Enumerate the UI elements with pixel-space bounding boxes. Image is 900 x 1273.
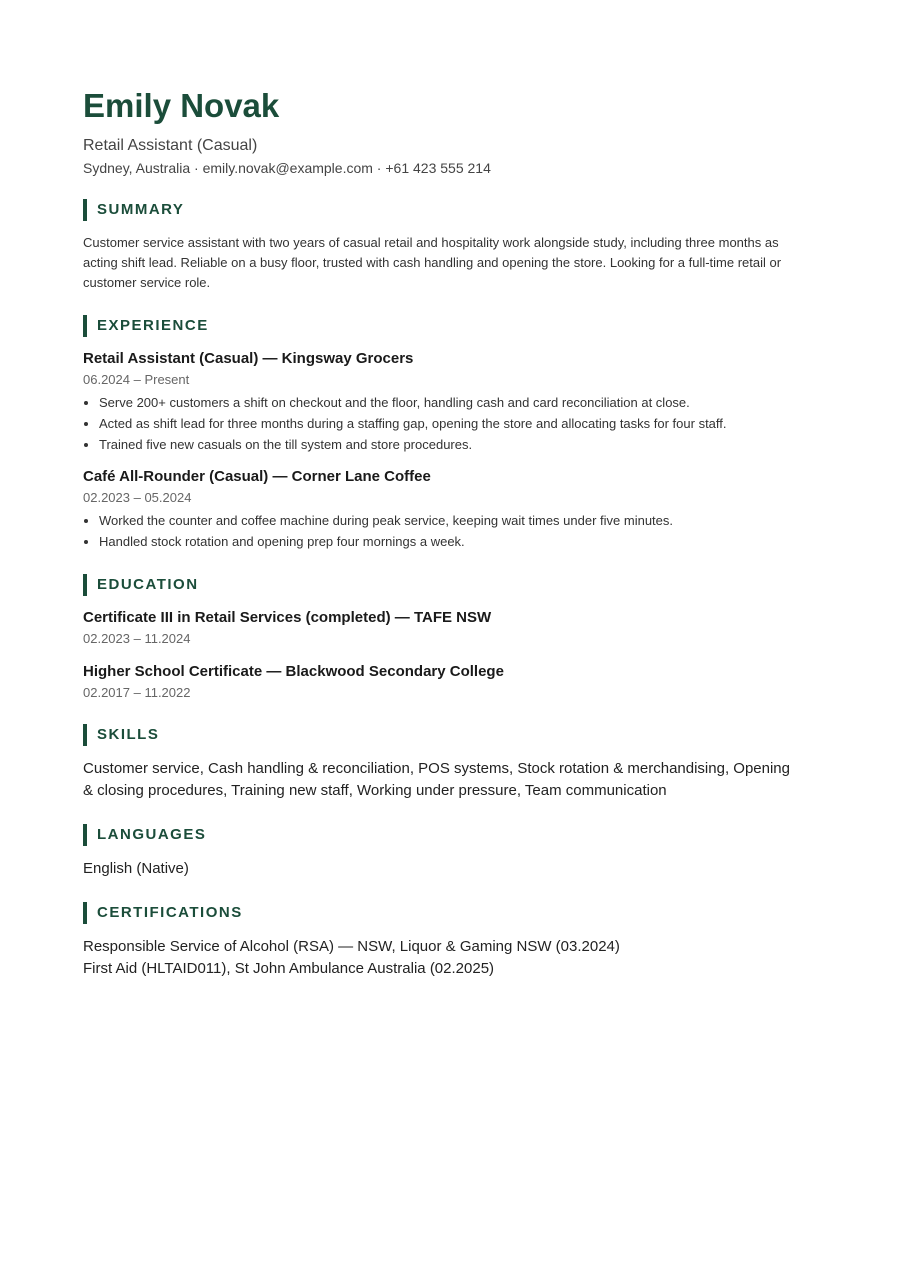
skills-title: SKILLS: [97, 726, 160, 743]
summary-text: Customer service assistant with two years of casual retail and hospitality work alongside study, including three months as acting shift lead. Reliable on a busy floor, trusted with cash handling and opening the store. Looking for a full-time retail or customer service role.: [83, 235, 782, 290]
job-title: Café All-Rounder (Casual) — Corner Lane Coffee: [83, 468, 431, 485]
skills-section: [83, 724, 800, 802]
certification-item: First Aid (HLTAID011), St John Ambulance Australia (02.2025): [83, 960, 495, 977]
section-heading: [83, 824, 800, 846]
education-entry: [83, 608, 800, 648]
education-title-line: Certificate III in Retail Services (completed) — TAFE NSW: [83, 609, 492, 626]
section-heading: [83, 574, 800, 596]
education-dates: 02.2023 – 11.2024: [83, 631, 191, 646]
skills-text: Customer service, Cash handling & reconciliation, POS systems, Stock rotation & merchandising, Opening & closing procedures, Training new staff, Working under pressure, Team communication: [83, 760, 790, 799]
job-bullets: [83, 510, 800, 552]
job-dates: 02.2023 – 05.2024: [83, 490, 192, 505]
languages-text: English (Native): [83, 860, 189, 877]
education-dates: 02.2017 – 11.2022: [83, 685, 191, 700]
job-bullet: • Serve 200+ customers a shift on checkout and the floor, handling cash and card reconciliation at close.: [99, 392, 800, 413]
summary-section: [83, 199, 800, 293]
candidate-role: Retail Assistant (Casual): [83, 137, 258, 154]
certifications-list: [83, 936, 800, 980]
job-entry: [83, 349, 800, 455]
education-title-line: Higher School Certificate — Blackwood Secondary College: [83, 663, 504, 680]
education-section: [83, 574, 800, 702]
certifications-title: CERTIFICATIONS: [97, 904, 243, 921]
experience-section: [83, 315, 800, 552]
education-entry: [83, 662, 800, 702]
job-bullet: • Acted as shift lead for three months during a staffing gap, opening the store and allocating tasks for four staff.: [99, 413, 800, 434]
summary-title: SUMMARY: [97, 201, 185, 218]
languages-title: LANGUAGES: [97, 826, 207, 843]
section-heading: [83, 199, 800, 221]
section-heading: [83, 315, 800, 337]
job-bullet: • Worked the counter and coffee machine during peak service, keeping wait times under five minutes.: [99, 510, 800, 531]
job-entry: [83, 467, 800, 552]
education-title: EDUCATION: [97, 576, 199, 593]
section-heading: [83, 902, 800, 924]
job-title: Retail Assistant (Casual) — Kingsway Grocers: [83, 350, 414, 367]
candidate-name: Emily Novak: [83, 87, 280, 124]
job-bullet: • Handled stock rotation and opening prep four mornings a week.: [99, 531, 800, 552]
certifications-section: [83, 902, 800, 980]
experience-title: EXPERIENCE: [97, 317, 209, 334]
certification-item: Responsible Service of Alcohol (RSA) — NSW, Liquor & Gaming NSW (03.2024): [83, 938, 620, 955]
job-bullet: • Trained five new casuals on the till system and store procedures.: [99, 434, 800, 455]
languages-section: [83, 824, 800, 880]
job-dates: 06.2024 – Present: [83, 372, 190, 387]
section-heading: [83, 724, 800, 746]
job-bullets: [83, 392, 800, 455]
contact-line: Sydney, Australia · emily.novak@example.com · +61 423 555 214: [83, 160, 491, 176]
